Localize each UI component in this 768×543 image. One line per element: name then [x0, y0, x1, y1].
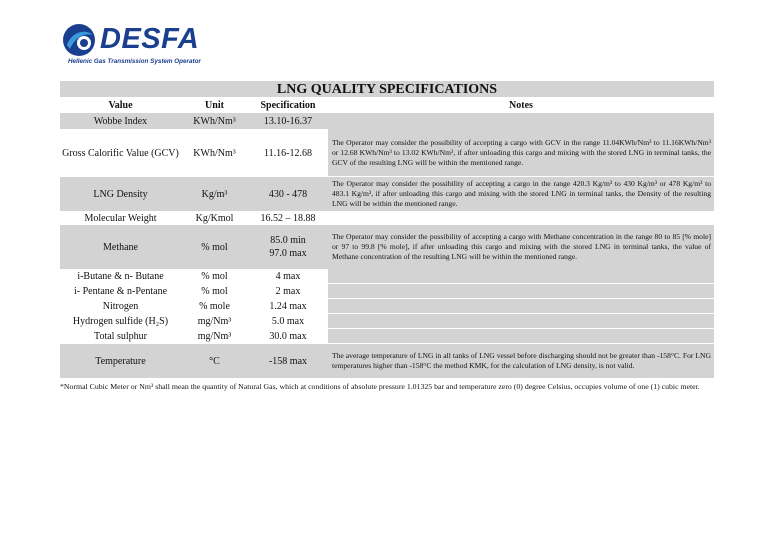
cell-unit: % mole: [181, 299, 248, 314]
table-row: [60, 269, 714, 284]
cell-notes: [328, 329, 714, 344]
cell-spec: 1.24 max: [248, 299, 328, 314]
cell-value: i- Pentane & n-Pentane: [60, 284, 181, 299]
header-specification: Specification: [260, 100, 316, 111]
table-row: [60, 177, 714, 211]
cell-value: Total sulphur: [60, 329, 181, 344]
cell-notes: The Operator may consider the possibility of accepting a cargo in the range 420.3 Kg/m³ to 430 Kg/m³ or 478 Kg/m³ to 483.1 Kg/m³, if after unloading this cargo and mixing with the stored LNG in terminal tanks, the Density of the resulting LNG will be within the mentioned range.: [328, 177, 714, 211]
cell-notes: [328, 269, 714, 284]
cell-value: LNG Density: [60, 177, 181, 211]
cell-notes: [328, 113, 714, 129]
cell-unit: Kg/Kmol: [181, 211, 248, 225]
logo-wordmark: DESFA: [100, 23, 200, 55]
desfa-logo: [62, 22, 232, 68]
cell-unit: KWh/Nm³: [181, 113, 248, 129]
table-row: [60, 329, 714, 344]
cell-value: Molecular Weight: [60, 211, 181, 225]
cell-spec: [248, 225, 328, 269]
cell-spec: 2 max: [248, 284, 328, 299]
table-row: [60, 225, 714, 269]
cell-notes: The Operator may consider the possibility of accepting a cargo with GCV in the range 11.04KWh/Nm³ to 11.16KWh/Nm³ or 12.68 KWh/Nm³ to 13.02 KWh/Nm³, if after unloading this cargo and mixing with the stored LNG in terminal tanks, the GCV of the resulting LNG will be within the mentioned range.: [328, 129, 714, 177]
cell-value: Hydrogen sulfide (H₂S): [60, 314, 181, 329]
cell-spec: 11.16-12.68: [248, 129, 328, 177]
cell-value: Methane: [60, 225, 181, 269]
cell-notes: [328, 314, 714, 329]
cell-unit: % mol: [181, 269, 248, 284]
table-row: [60, 299, 714, 314]
cell-spec: 430 - 478: [248, 177, 328, 211]
cell-value: i-Butane & n- Butane: [60, 269, 181, 284]
cell-spec: 4 max: [248, 269, 328, 284]
table-row: [60, 211, 714, 225]
specifications-table: [60, 98, 714, 378]
spec-max: 97.0 max: [269, 248, 307, 259]
cell-spec: 13.10-16.37: [248, 113, 328, 129]
header-notes: Notes: [509, 100, 533, 111]
cell-unit: mg/Nm³: [181, 314, 248, 329]
cell-notes: [328, 211, 714, 225]
cell-unit: % mol: [181, 225, 248, 269]
cell-spec: -158 max: [248, 344, 328, 378]
logo-tagline: Hellenic Gas Transmission System Operator: [68, 58, 201, 65]
cell-notes: The average temperature of LNG in all tanks of LNG vessel before discharging should not be greater than -158°C. For LNG temperatures higher than -158°C the method KMK, for the calculation of LNG density, is not valid.: [328, 344, 714, 378]
table-row: [60, 344, 714, 378]
cell-notes: [328, 299, 714, 314]
cell-unit: °C: [181, 344, 248, 378]
cell-spec: 30.0 max: [248, 329, 328, 344]
cell-unit: mg/Nm³: [181, 329, 248, 344]
page-title: LNG QUALITY SPECIFICATIONS: [60, 81, 714, 97]
cell-notes: The Operator may consider the possibility of accepting a cargo with Methane concentration in the range 80 to 85 [% mole] or 97 to 99.8 [% mole], if after unloading this cargo and mixing with the stored LNG in terminal tanks, the value of Methane concentration of the resulting LNG will be within the mentioned range.: [328, 225, 714, 269]
footnote: *Normal Cubic Meter or Nm³ shall mean the quantity of Natural Gas, which at conditions of absolute pressure 1.01325 bar and temperature zero (0) degree Celsius, occupies volume of one (1) cubic meter.: [60, 382, 700, 391]
cell-notes: [328, 284, 714, 299]
table-row: [60, 113, 714, 129]
desfa-logo-mark-icon: [62, 23, 96, 57]
header-value: Value: [108, 100, 133, 111]
cell-value: Nitrogen: [60, 299, 181, 314]
cell-unit: KWh/Nm³: [181, 129, 248, 177]
cell-unit: % mol: [181, 284, 248, 299]
header-unit: Unit: [205, 100, 224, 111]
table-row: [60, 284, 714, 299]
cell-value: Temperature: [60, 344, 181, 378]
cell-spec: 16.52 – 18.88: [248, 211, 328, 225]
cell-unit: Kg/m³: [181, 177, 248, 211]
table-header-row: [60, 98, 714, 113]
cell-value: Gross Calorific Value (GCV): [60, 129, 181, 177]
spec-min: 85.0 min: [270, 235, 306, 246]
table-row: [60, 129, 714, 177]
table-row: [60, 314, 714, 329]
cell-spec: 5.0 max: [248, 314, 328, 329]
cell-value: Wobbe Index: [60, 113, 181, 129]
